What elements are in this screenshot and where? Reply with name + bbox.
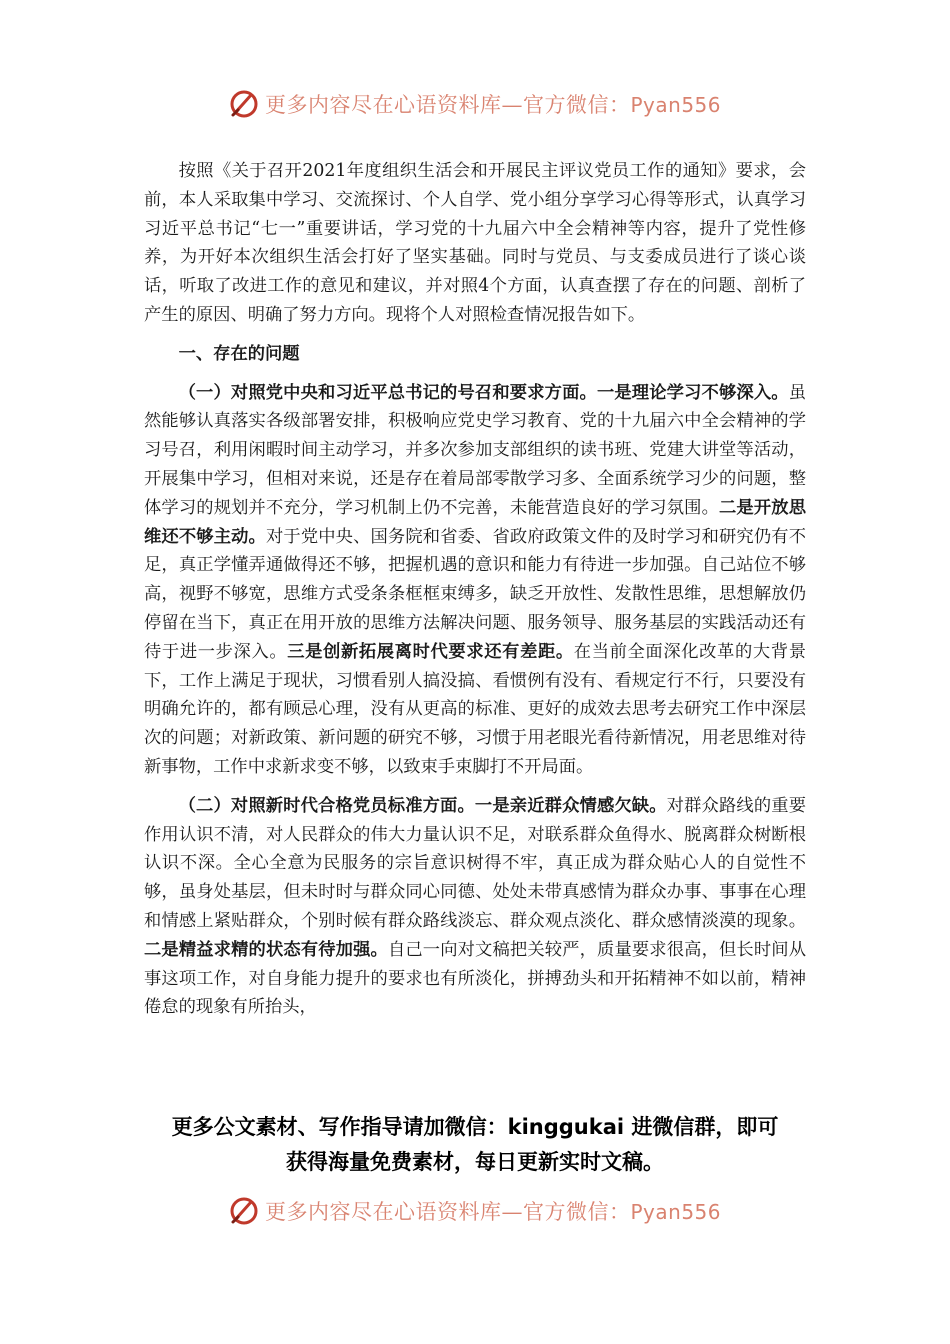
intro-paragraph: 按照《关于召开2021年度组织生活会和开展民主评议党员工作的通知》要求，会前，本人采取集中学习、交流探讨、个人自学、党小组分享学习心得等形式，认真学习习近平总书记“七一”重要讲话，学习党的十九届六中全会精神等内容，提升了党性修养，为开好本次组织生活会打好了坚实基础。同时与党员、与支委成员进行了谈心谈话，听取了改进工作的意见和建议，并对照4个方面，认真查摆了存在的问题、剖析了产生的原因、明确了努力方向。现将个人对照检查情况报告如下。 [144,161,806,325]
item1-point3-text: 在当前全面深化改革的大背景下，工作上满足于现状，习惯看别人搞没搞、看惯例有没有、看规定行不行，只要没有明确允许的，都有顾忌心理，没有从更高的标准、更好的成效去思考去研究工作中深层次的问题；对新政策、新问题的研究不够，习惯于用老眼光看待新情况，用老思维对待新事物，工作中求新求变不够，以致束手束脚打不开局面。 [144,641,806,777]
banner-wechat-id: Pyan556 [630,93,721,117]
promo-line-1: 更多公文素材、写作指导请加微信：kinggukai 进微信群，即可 [171,1115,779,1139]
item2-paragraph [144,792,806,1022]
item1-heading: （一）对照党中央和习近平总书记的号召和要求方面。 [178,382,597,403]
item1-point2-title: 二是开放思维还不够主动。 [144,497,806,547]
promo-line-2: 获得海量免费素材，每日更新实时文稿。 [286,1150,664,1174]
item2-point1-text: 对群众路线的重要作用认识不清，对人民群众的伟大力量认识不足，对联系群众鱼得水、脱离群众树断根认识不深。全心全意为民服务的宗旨意识树得不牢，真正成为群众贴心人的自觉性不够，虽身处基层，但未时时与群众同心同德、处处未带真感情为群众办事、事事在心理和情感上紧贴群众，个别时候有群众路线淡忘、群众观点淡化、群众感情淡漠的现象。 [144,795,806,931]
item2-point2-text: 自己一向对文稿把关较严，质量要求很高，但长时间从事这项工作，对自身能力提升的要求也有所淡化，拼搏劲头和开拓精神不如以前，精神倦怠的现象有所抬头， [144,939,806,1018]
item2-point1-title: 一是亲近群众情感欠缺。 [474,795,667,816]
brush-logo-icon [229,89,259,119]
item2-heading: （二）对照新时代合格党员标准方面。 [178,795,475,816]
item1-point1-text: 虽然能够认真落实各级部署安排，积极响应党史学习教育、党的十九届六中全会精神的学习号召，利用闲暇时间主动学习，并多次参加支部组织的读书班、党建大讲堂等活动，开展集中学习，但相对来说，还是存在着局部零散学习多、全面系统学习少的问题，整体学习的规划并不充分，学习机制上仍不完善，未能营造良好的学习氛围。 [144,382,806,518]
footer-banner [0,1191,950,1231]
item1-point3-title: 三是创新拓展离时代要求还有差距。 [287,641,574,662]
item1-paragraph [144,379,806,782]
banner-wechat-id: Pyan556 [630,1200,721,1224]
banner-text: 更多内容尽在心语资料库—官方微信： [264,1200,631,1224]
document-body [144,157,806,1022]
brush-logo-icon [229,1196,259,1226]
item1-point2-text: 对于党中央、国务院和省委、省政府政策文件的及时学习和研究仍有不足，真正学懂弄通做得还不够，把握机遇的意识和能力有待进一步加强。自己站位不够高，视野不够宽，思维方式受条条框框束缚多，缺乏开放性、发散性思维，思想解放仍停留在当下，真正在用开放的思维方法解决问题、服务领导、服务基层的实践活动还有待于进一步深入。 [144,526,806,662]
item2-point2-title: 二是精益求精的状态有待加强。 [144,939,388,960]
banner-text: 更多内容尽在心语资料库—官方微信： [264,93,631,117]
item1-point1-title: 一是理论学习不够深入。 [596,382,789,403]
section-heading: 一、存在的问题 [178,343,300,364]
header-banner [0,84,950,124]
